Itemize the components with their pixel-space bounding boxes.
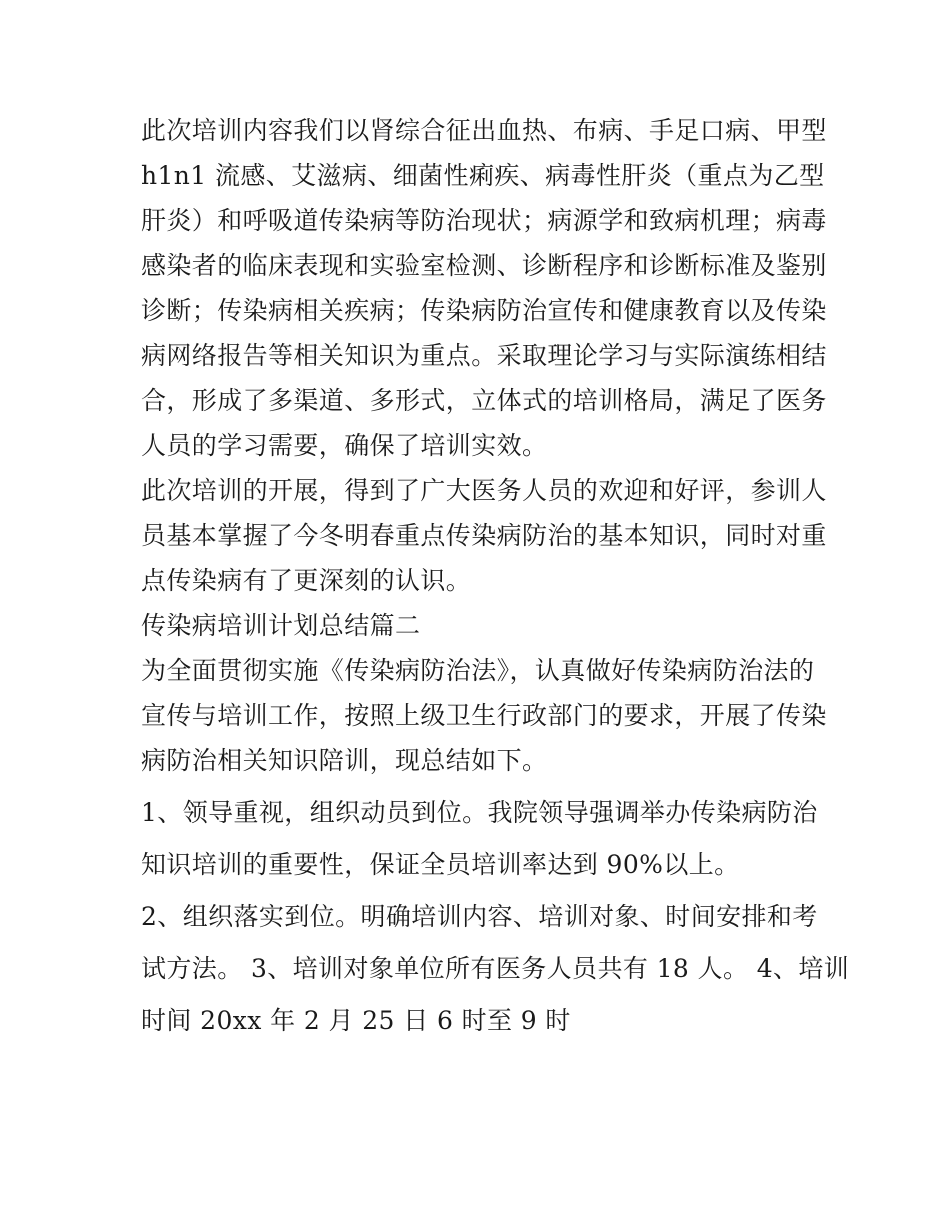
text-line: 人员的学习需要，确保了培训实效。 [141,431,548,460]
text-line: 宣传与培训工作，按照上级卫生行政部门的要求，开展了传染 [141,701,827,730]
text-line: 时间 20xx 年 2 月 25 日 6 时至 9 时 [141,1006,571,1035]
text-line: 知识培训的重要性，保证全员培训率达到 90%以上。 [141,850,740,879]
text-line: 病防治相关知识陪训，现总结如下。 [141,746,548,775]
document-body [141,108,850,1043]
text-line: 2、组织落实到位。明确培训内容、培训对象、时间安排和考 [141,902,818,931]
text-line: 病网络报告等相关知识为重点。采取理论学习与实际演练相结 [141,341,827,370]
text-line: 为全面贯彻实施《传染病防治法》，认真做好传染病防治法的 [141,656,815,685]
text-line: 此次培训的开展，得到了广大医务人员的欢迎和好评，参训人 [141,476,827,505]
text-line: 员基本掌握了今冬明春重点传染病防治的基本知识，同时对重 [141,521,827,550]
text-line: 感染者的临床表现和实验室检测、诊断程序和诊断标准及鉴别 [141,251,827,280]
text-line: 1、领导重视，组织动员到位。我院领导强调举办传染病防治 [141,798,818,827]
section-heading: 传染病培训计划总结篇二 [141,611,421,640]
text-line: 合，形成了多渠道、多形式，立体式的培训格局，满足了医务 [141,386,827,415]
text-line: 此次培训内容我们以肾综合征出血热、布病、手足口病、甲型 [141,116,827,145]
text-line: 试方法。 3、培训对象单位所有医务人员共有 18 人。 4、培训 [141,954,850,983]
text-line: 点传染病有了更深刻的认识。 [141,566,472,595]
text-line: 肝炎）和呼吸道传染病等防治现状；病源学和致病机理；病毒 [141,206,827,235]
text-line: 诊断；传染病相关疾病；传染病防治宣传和健康教育以及传染 [141,296,827,325]
text-line: h1n1 流感、艾滋病、细菌性痢疾、病毒性肝炎（重点为乙型 [141,161,825,190]
